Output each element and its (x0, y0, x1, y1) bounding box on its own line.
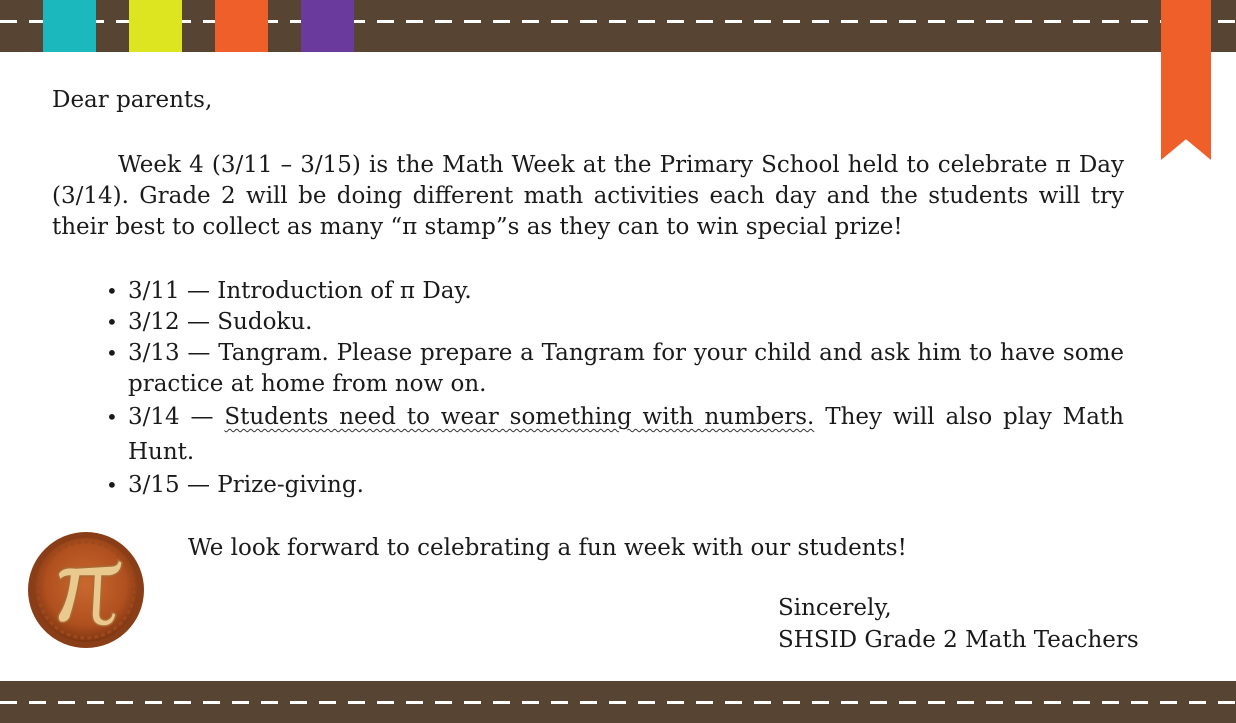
pi-pie-icon (26, 530, 146, 650)
teal-tab-decoration (43, 0, 96, 52)
yellow-tab-decoration (129, 0, 182, 52)
schedule-item-date: 3/14 — (128, 404, 225, 430)
purple-tab-decoration (301, 0, 354, 52)
signature: SHSID Grade 2 Math Teachers (778, 627, 1139, 653)
schedule-item: • 3/12 — Sudoku. (128, 307, 1124, 338)
bottom-dashed-line (0, 701, 1236, 704)
schedule-item: • 3/11 — Introduction of π Day. (128, 276, 1124, 307)
schedule-item: • 3/15 — Prize-giving. (128, 470, 1124, 501)
orange-tab-decoration (215, 0, 268, 52)
schedule-item (128, 400, 1124, 470)
signoff: Sincerely, (778, 595, 892, 621)
top-border-band (0, 0, 1236, 52)
schedule-item-note: They will also play Math Hunt. (128, 404, 1124, 465)
schedule-item: • 3/13 — Tangram. Please prepare a Tangram for your child and ask him to have some practice at home from now on. (128, 338, 1124, 400)
top-dashed-line (0, 20, 1236, 23)
bookmark-ribbon (1161, 0, 1211, 160)
greeting: Dear parents, (52, 87, 213, 113)
intro-paragraph: Week 4 (3/11 – 3/15) is the Math Week at the Primary School held to celebrate π Day (3/14). Grade 2 will be doing different math activities each day and the students will try their best to collect as many “π stamp”s as they can to win special prize! (52, 152, 1124, 240)
closing-sentence: We look forward to celebrating a fun week with our students! (188, 535, 907, 561)
highlighted-requirement: Students need to wear something with numbers. (224, 404, 815, 430)
bottom-border-band (0, 681, 1236, 723)
schedule-list (128, 276, 1124, 501)
